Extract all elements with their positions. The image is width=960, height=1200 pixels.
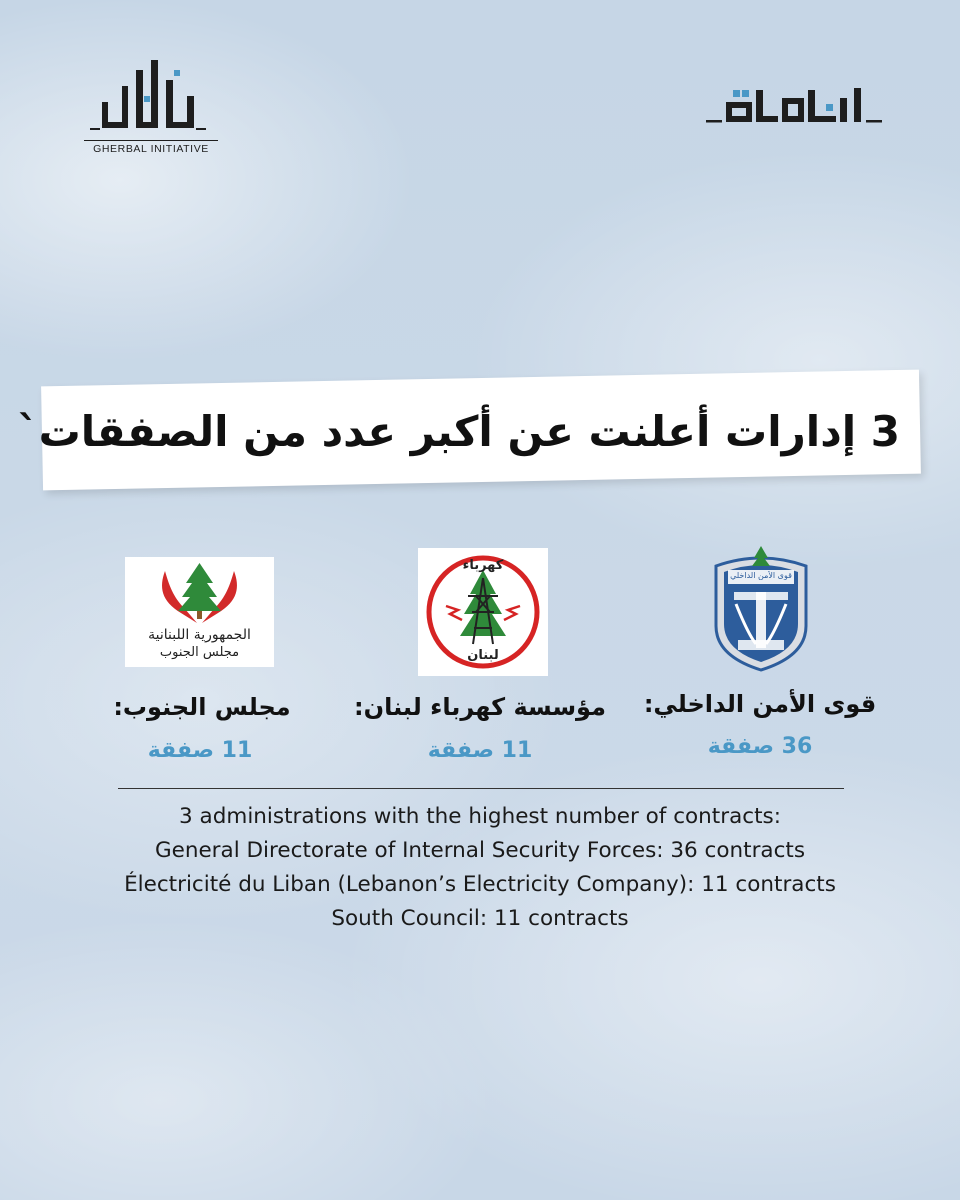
south-council-name: مجلس الجنوب: [113, 693, 291, 721]
isf-logo [708, 544, 814, 672]
monaqasa-logo [706, 84, 894, 130]
english-heading: 3 administrations with the highest number of contracts: [179, 804, 781, 829]
south-logo-line1: الجمهورية اللبنانية [148, 627, 251, 643]
section-divider [118, 788, 844, 789]
south-council-logo [125, 557, 274, 667]
edl-logo-bottom-text: لبنان [467, 648, 499, 663]
gherbal-logo-mark [84, 56, 218, 140]
south-logo-line2: مجلس الجنوب [159, 645, 240, 660]
isf-logo-text: قوى الأمن الداخلي [730, 571, 792, 580]
edl-logo-top-text: كهرباء [462, 558, 504, 573]
edl-count: 11 صفقة [427, 738, 533, 763]
english-line-isf: General Directorate of Internal Security Forces: 36 contracts [154, 838, 806, 863]
isf-name: قوى الأمن الداخلي: [643, 690, 877, 718]
english-line-edl: Électricité du Liban (Lebanon’s Electricity Company): 11 contracts [124, 872, 836, 897]
english-line-south: South Council: 11 contracts [331, 906, 629, 931]
gherbal-logo [84, 56, 218, 160]
south-council-count: 11 صفقة [147, 738, 253, 763]
isf-count: 36 صفقة [707, 734, 813, 759]
english-summary [40, 800, 920, 936]
monaqasa-logo-mark [706, 84, 894, 130]
isf-emblem [708, 544, 814, 672]
page-title: 3 إدارات أعلنت عن أكبر عدد من الصفقات` [17, 407, 900, 456]
gherbal-caption: GHERBAL INITIATIVE [84, 140, 218, 155]
edl-name: مؤسسة كهرباء لبنان: [354, 693, 606, 721]
edl-logo [418, 548, 548, 676]
